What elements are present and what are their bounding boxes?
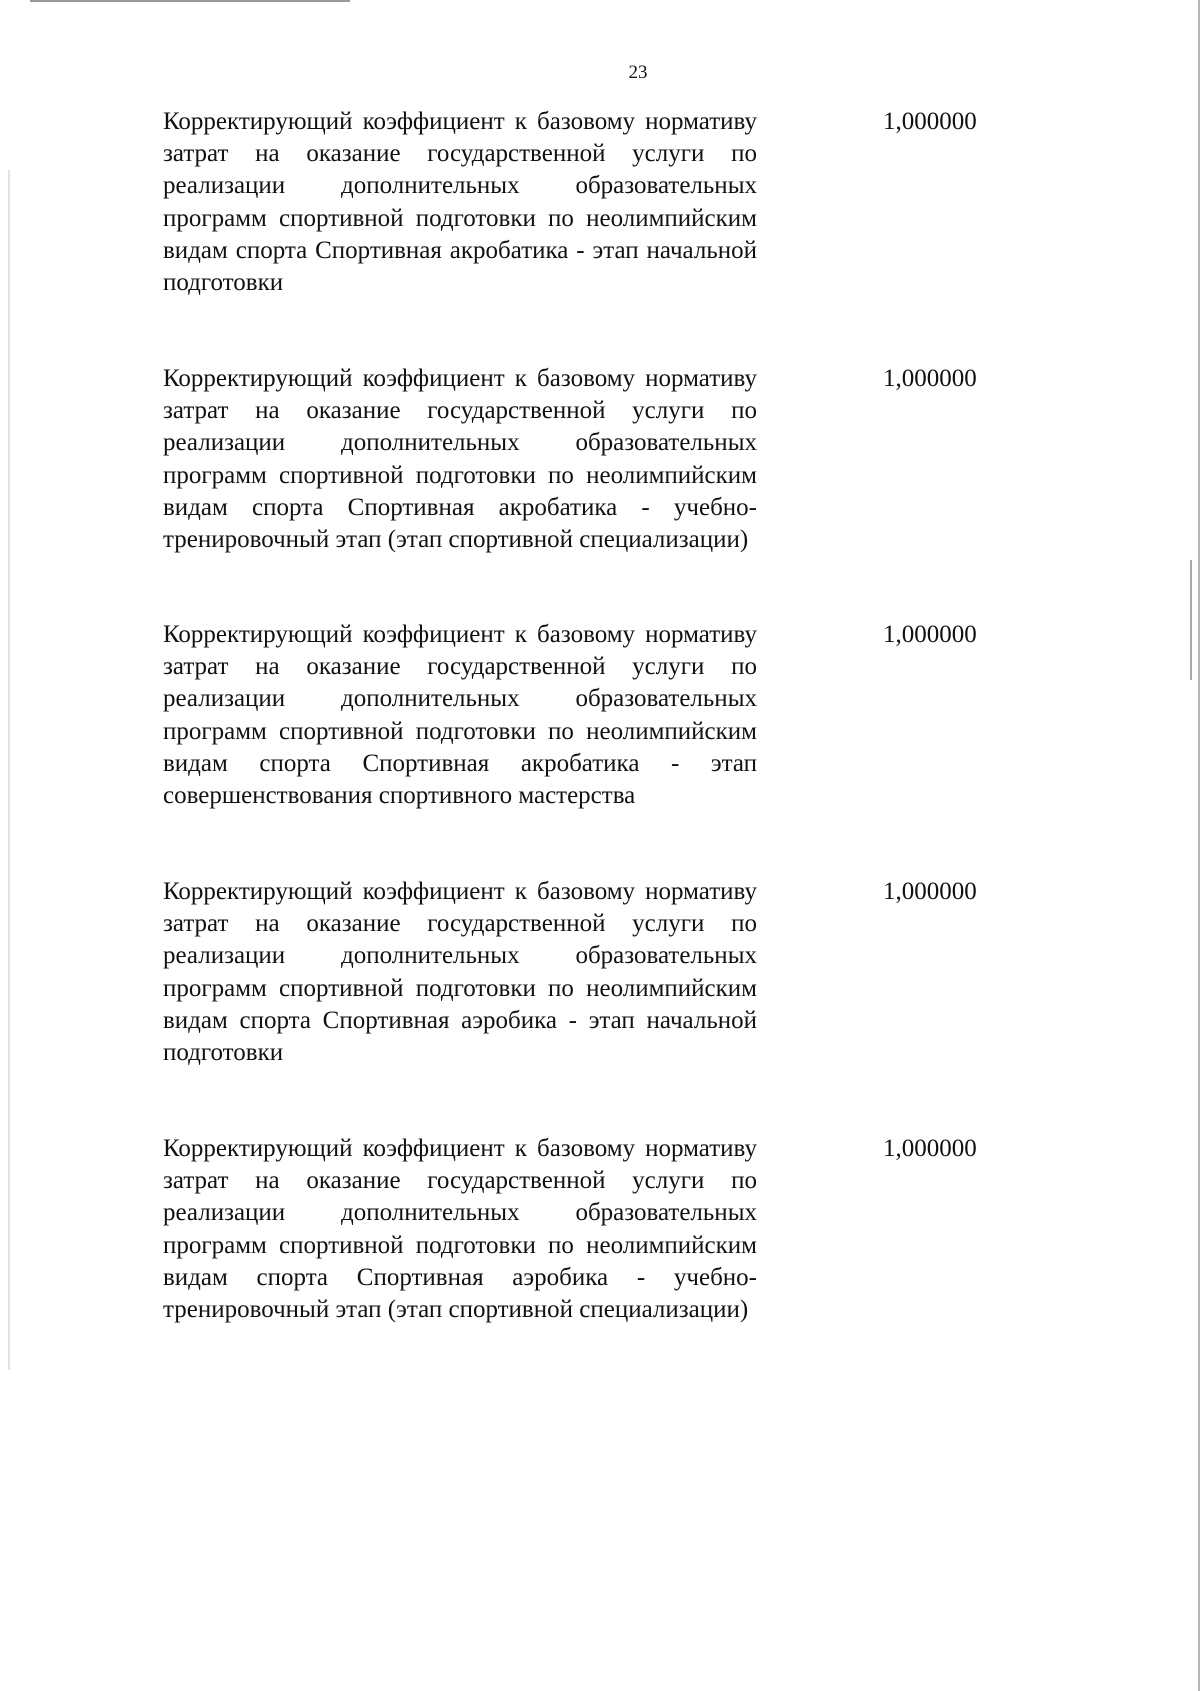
entry-description: Корректирующий коэффициент к базовому нормативу затрат на оказание государственной услуги по реализации дополнительных образовательных программ спортивной подготовки по неолимпийским видам спорта Спортивная аэробика - учебно-тренировочный этап (этап спортивной специализации)	[163, 1135, 757, 1324]
coefficient-entry	[163, 876, 1163, 1069]
entry-description: Корректирующий коэффициент к базовому нормативу затрат на оказание государственной услуги по реализации дополнительных образовательных программ спортивной подготовки по неолимпийским видам спорта Спортивная аэробика - этап начальной подготовки	[163, 878, 757, 1067]
entry-description: Корректирующий коэффициент к базовому нормативу затрат на оказание государственной услуги по реализации дополнительных образовательных программ спортивной подготовки по неолимпийским видам спорта Спортивная акробатика - этап совершенствования спортивного мастерства	[163, 621, 757, 810]
scan-artifact-left	[8, 170, 10, 1370]
entry-value: 1,000000	[883, 108, 977, 135]
scan-border-top	[30, 0, 350, 2]
entry-value: 1,000000	[883, 1135, 977, 1162]
entry-description: Корректирующий коэффициент к базовому нормативу затрат на оказание государственной услуги по реализации дополнительных образовательных программ спортивной подготовки по неолимпийским видам спорта Спортивная акробатика - учебно-тренировочный этап (этап спортивной специализации)	[163, 365, 757, 554]
entry-description: Корректирующий коэффициент к базовому нормативу затрат на оказание государственной услуги по реализации дополнительных образовательных программ спортивной подготовки по неолимпийским видам спорта Спортивная акробатика - этап начальной подготовки	[163, 108, 757, 297]
entry-value: 1,000000	[883, 878, 977, 905]
coefficient-entry	[163, 363, 1163, 556]
coefficient-entry	[163, 106, 1163, 299]
page-number: 23	[628, 62, 648, 83]
entry-value: 1,000000	[883, 621, 977, 648]
coefficient-entry	[163, 619, 1163, 812]
entry-value: 1,000000	[883, 365, 977, 392]
scan-artifact-right	[1190, 560, 1192, 680]
coefficient-entry	[163, 1133, 1163, 1326]
